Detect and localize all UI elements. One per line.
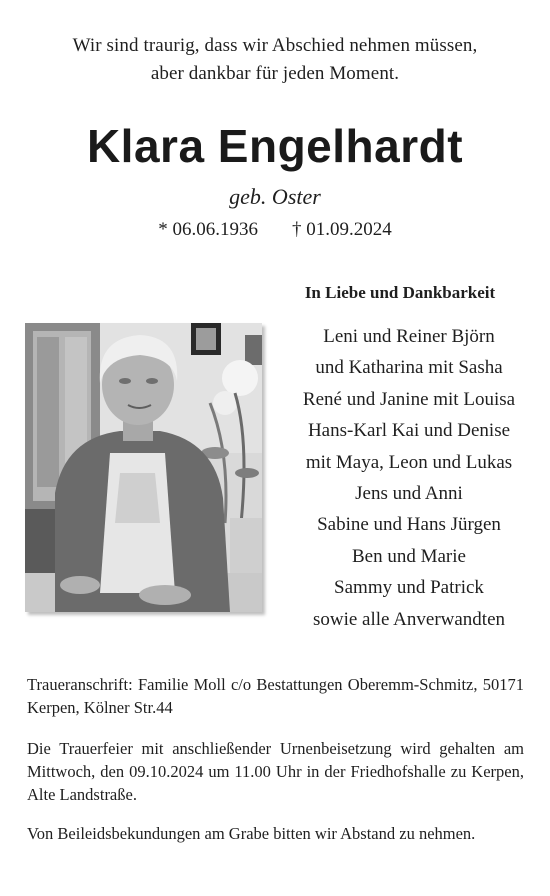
mourner-line: Leni und Reiner Björn: [323, 326, 495, 347]
mourners-heading: In Liebe und Dankbarkeit: [304, 283, 496, 302]
intro-line-2: aber dankbar für jeden Moment.: [150, 63, 400, 84]
condolence-notice: Von Beileidsbekundungen am Grabe bitten wir Abstand zu nehmen.: [27, 824, 476, 843]
mourner-line: mit Maya, Leon und Lukas: [305, 451, 513, 473]
mourner-line: Sabine und Hans Jürgen: [317, 514, 501, 536]
mourner-line: Hans-Karl Kai und Denise: [307, 420, 511, 442]
intro-line-1: Wir sind traurig, dass wir Abschied nehmen müssen,: [72, 35, 478, 56]
mourner-line: und Katharina mit Sasha: [315, 357, 503, 379]
mourner-line: René und Janine mit Louisa: [302, 388, 516, 410]
intro-text: [0, 32, 550, 88]
funeral-service-notice: Die Trauerfeier mit anschließender Urnenbeisetzung wird gehalten am Mittwoch, den 09.10.2024 um 11.00 Uhr in der Friedhofshalle zu Kerpen, Alte Landstraße.: [27, 739, 524, 804]
mourner-line: Jens und Anni: [355, 483, 463, 505]
portrait-image: [25, 323, 262, 612]
mourners-list: [268, 321, 550, 635]
death-date: † 01.09.2024: [292, 219, 392, 240]
birth-date: * 06.06.1936: [158, 219, 258, 240]
mourner-line: sowie alle Anverwandten: [312, 608, 506, 630]
deceased-name: Klara Engelhardt: [86, 120, 464, 172]
mourning-address: Traueranschrift: Familie Moll c/o Bestattungen Oberemm-Schmitz, 50171 Kerpen, Kölner Str.44: [27, 675, 524, 717]
maiden-name: geb. Oster: [229, 184, 321, 209]
mourner-line: Sammy und Patrick: [334, 577, 484, 599]
portrait-photo: [25, 323, 262, 612]
life-dates: [0, 216, 550, 244]
mourner-line: Ben und Marie: [352, 545, 466, 567]
